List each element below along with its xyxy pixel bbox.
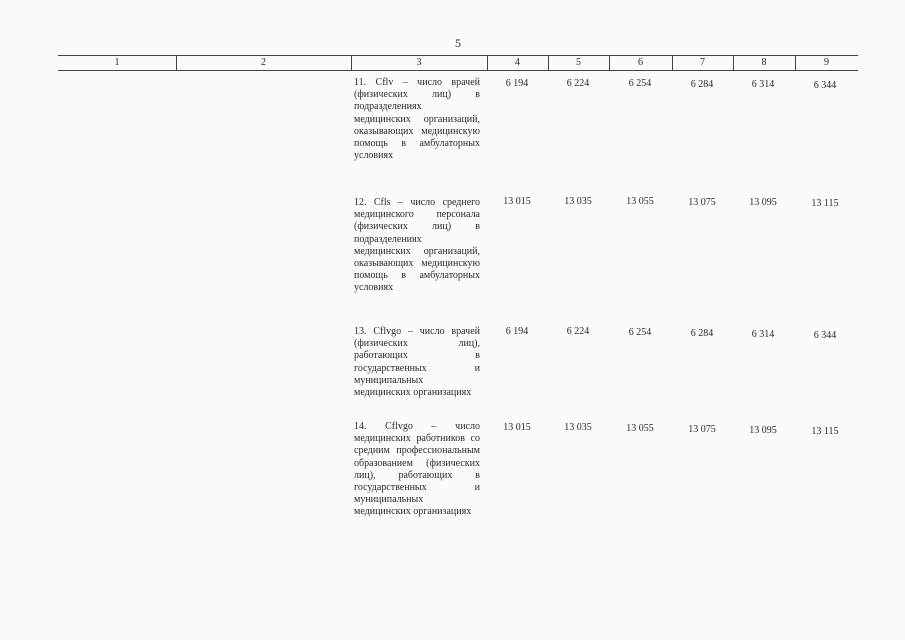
value-cell: 13 015: [503, 422, 531, 433]
value-cell: 6 314: [751, 79, 775, 90]
value-cell: 6 254: [628, 327, 652, 338]
column-header-8: 8: [761, 57, 767, 68]
value-cell: 13 095: [749, 425, 777, 436]
column-header-3: 3: [416, 57, 422, 68]
value-cell: 6 344: [813, 330, 837, 341]
value-cell: 13 035: [564, 422, 592, 433]
page-number: 5: [455, 36, 461, 50]
value-cell: 13 055: [626, 196, 654, 207]
value-cell: 13 075: [688, 197, 716, 208]
value-cell: 13 095: [749, 197, 777, 208]
column-header-9: 9: [824, 57, 829, 68]
value-cell: 6 224: [566, 326, 590, 337]
value-cell: 6 314: [751, 329, 775, 340]
header-bottom-border: [58, 70, 858, 71]
value-cell: 13 115: [811, 426, 839, 437]
value-cell: 13 035: [564, 196, 592, 207]
value-cell: 6 344: [813, 80, 837, 91]
value-cell: 6 194: [505, 326, 529, 337]
value-cell: 13 015: [503, 196, 531, 207]
column-header-5: 5: [576, 57, 581, 68]
column-header-7: 7: [700, 57, 705, 68]
value-cell: 6 284: [690, 79, 714, 90]
indicator-description: 11. Cflv – число врачей (физических лиц) в подразделениях медицинских организаций, оказывающих медицинскую помощь в амбулаторных условиях: [354, 77, 480, 162]
column-header-1: 1: [114, 57, 120, 68]
value-cell: 13 075: [688, 424, 716, 435]
value-cell: 6 284: [690, 328, 714, 339]
indicator-description: 14. Cflvgo – число медицинских работников со средним профессиональным образованием (физических лиц), работающих в государственных и муниципальных медицинских организациях: [354, 421, 480, 518]
value-cell: 6 254: [628, 78, 652, 89]
column-header-6: 6: [638, 57, 643, 68]
value-cell: 6 224: [566, 78, 590, 89]
indicator-description: 12. Cfls – число среднего медицинского персонала (физических лиц) в подразделениях медицинских организаций, оказывающих медицинскую помощь в амбулаторных условиях: [354, 197, 480, 294]
indicator-description: 13. Cflvgo – число врачей (физических лиц), работающих в государственных и муниципальных медицинских организациях: [354, 326, 480, 399]
value-cell: 13 115: [811, 198, 839, 209]
column-header-2: 2: [261, 57, 266, 68]
value-cell: 13 055: [626, 423, 654, 434]
value-cell: 6 194: [505, 78, 529, 89]
column-header-4: 4: [515, 57, 520, 68]
